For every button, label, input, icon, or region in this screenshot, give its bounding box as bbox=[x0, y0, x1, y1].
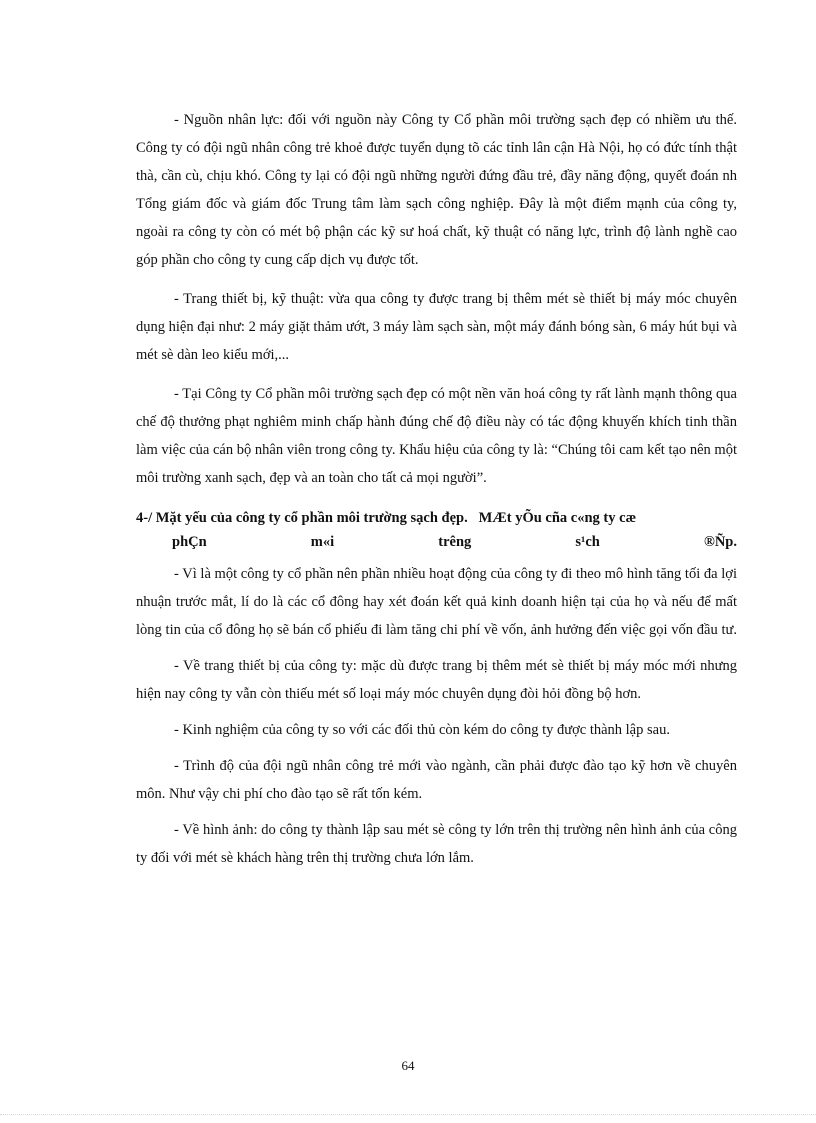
heading-title: 4-/ Mặt yếu của công ty cổ phần môi trường sạch đẹp. bbox=[136, 510, 468, 526]
heading-garbled-word: phÇn bbox=[172, 534, 207, 550]
paragraph-brand-image: - Về hình ảnh: do công ty thành lập sau mét sè công ty lớn trên thị trường nên hình ảnh của công ty đối với mét sè khách hàng trên thị trường chưa lớn lắm. bbox=[136, 822, 737, 866]
heading-line-1 bbox=[136, 506, 737, 530]
page-content bbox=[136, 106, 737, 872]
paragraph-company-culture: - Tại Công ty Cổ phần môi trường sạch đẹp có một nền văn hoá công ty rất lành mạnh thông qua chế độ thưởng phạt nghiêm minh chấp hành đúng chế độ điều này có tác động khuyến khích tinh thần làm việc của cán bộ nhân viên trong công ty. Khẩu hiệu của công ty là: “Chúng tôi cam kết tạo nên một môi trường xanh sạch, đẹp và an toàn cho tất cả mọi người”. bbox=[136, 386, 737, 486]
page-number: 64 bbox=[401, 1058, 415, 1073]
footer-divider bbox=[0, 1114, 816, 1115]
heading-garbled-word: s¹ch bbox=[575, 534, 600, 550]
heading-garbled-word: ®Ñp. bbox=[703, 534, 737, 550]
section-heading bbox=[136, 506, 737, 554]
paragraph-shareholder-weakness: - Vì là một công ty cổ phần nên phần nhiều hoạt động của công ty đi theo mô hình tăng tối đa lợi nhuận trước mắt, lí do là các cổ đông hay xét đoán kết quả kinh doanh hiện tại của họ và nếu để mất lòng tin của cổ đông họ sẽ bán cổ phiếu đi làm tăng chi phí về vốn, ảnh hưởng đến việc gọi vốn đầu tư. bbox=[136, 566, 737, 638]
heading-garbled-start: MÆt yÕu cña c«ng ty cæ bbox=[478, 510, 637, 526]
paragraph-human-resources: - Nguồn nhân lực: đối với nguồn này Công ty Cổ phần môi trường sạch đẹp có nhiềm ưu thế. Công ty có đội ngũ nhân công trẻ khoẻ được tuyển dụng tõ các tỉnh lân cận Hà Nội, họ có đức tính thật thà, cần cù, chịu khó. Công ty lại có đội ngũ những người đứng đầu trẻ, đầy năng động, quyết đoán nh Tổng giám đốc và giám đốc Trung tâm làm sạch công nghiệp. Đây là một điểm mạnh của công ty, ngoài ra công ty còn có mét bộ phận các kỹ sư hoá chất, kỹ thuật có năng lực, trình độ lành nghề cao góp phần cho công ty cung cấp dịch vụ được tốt. bbox=[136, 112, 737, 268]
paragraph-experience-weakness: - Kinh nghiệm của công ty so với các đối thủ còn kém do công ty được thành lập sau. bbox=[174, 722, 670, 738]
paragraph-staff-training: - Trình độ của đội ngũ nhân công trẻ mới vào ngành, cần phải được đào tạo kỹ hơn về chuyên môn. Như vậy chi phí cho đào tạo sẽ rất tốn kém. bbox=[136, 758, 737, 802]
paragraph-equipment-strength: - Trang thiết bị, kỹ thuật: vừa qua công ty được trang bị thêm mét sè thiết bị máy móc chuyên dụng hiện đại như: 2 máy giặt thảm ướt, 3 máy làm sạch sàn, một máy đánh bóng sàn, 6 máy hút bụi và mét sè dàn leo kiểu mới,... bbox=[136, 291, 737, 363]
heading-garbled-word: trêng bbox=[438, 534, 472, 550]
heading-garbled-word: m«i bbox=[310, 534, 335, 550]
paragraph-equipment-weakness: - Về trang thiết bị của công ty: mặc dù được trang bị thêm mét sè thiết bị máy móc mới nhưng hiện nay công ty vẫn còn thiếu mét số loại máy móc chuyên dụng đòi hỏi đồng bộ hơn. bbox=[136, 658, 737, 702]
heading-line-2 bbox=[136, 530, 737, 554]
